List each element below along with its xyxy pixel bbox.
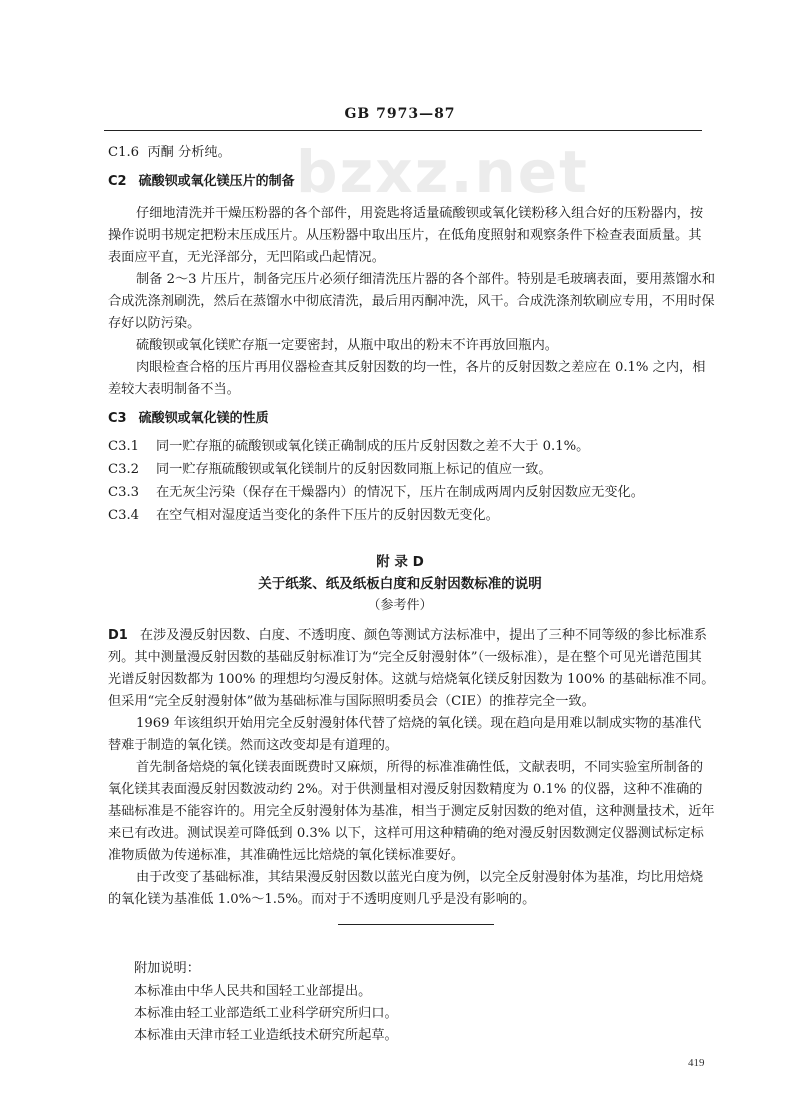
watermark: bzxz.net <box>296 138 589 206</box>
paragraph-line: 光谱反射因数都为 100% 的理想均匀漫反射体。这就与焙烧氧化镁反射因数为 100% 的基础标准不同。 <box>108 672 715 687</box>
paragraph-line: 合成洗涤剂刷洗，然后在蒸馏水中彻底清洗，最后用丙酮冲洗，风干。合成洗涤剂软刷应专用，不用时保 <box>108 294 715 309</box>
paragraph-line: 差较大表明制备不当。 <box>108 382 240 397</box>
section-heading-c3 <box>108 410 688 428</box>
section-divider <box>338 924 494 925</box>
item-text: 在空气相对湿度适当变化的条件下压片的反射因数无变化。 <box>156 508 499 523</box>
item-c3-3 <box>108 484 688 502</box>
paragraph-line: 基础标准是不能容许的。用完全反射漫射体为基准，相当于测定反射因数的绝对值，这种测量技术，近年 <box>108 804 715 819</box>
paragraph-line: 硫酸钡或氧化镁贮存瓶一定要密封，从瓶中取出的粉末不许再放回瓶内。 <box>136 338 558 353</box>
paragraph-line: 来已有改进。测试误差可降低到 0.3% 以下，这样可用这种精确的绝对漫反射因数测定仪器测试标定标 <box>108 826 704 841</box>
paragraph-line: 准物质做为传递标准，其准确性远比焙烧的氧化镁标准要好。 <box>108 848 465 863</box>
paragraph-line: 肉眼检查合格的压片再用仪器检查其反射因数的均一性，各片的反射因数之差应在 0.1% 之内，相 <box>136 360 706 375</box>
appendix-label: 附 录 D <box>376 554 424 570</box>
paragraph-line: 的氧化镁为基准低 1.0%～1.5%。而对于不透明度则几乎是没有影响的。 <box>108 892 536 907</box>
item-number: C1.6 <box>108 145 140 160</box>
paragraph-line: 存好以防污染。 <box>108 316 201 331</box>
item-text: 同一贮存瓶的硫酸钡或氧化镁正确制成的压片反射因数之差不大于 0.1%。 <box>156 439 590 454</box>
item-number: C3.2 <box>108 462 140 477</box>
item-text: 丙酮 分析纯。 <box>147 145 231 160</box>
appendix-subtitle: （参考件） <box>367 598 433 613</box>
paragraph-line: 1969 年该组织开始用完全反射漫射体代替了焙烧的氧化镁。现在趋向是用难以制成实物的基准代 <box>136 716 702 731</box>
paragraph-text: 在涉及漫反射因数、白度、不透明度、颜色等测试方法标准中，提出了三种不同等级的参比标准系 <box>139 628 707 643</box>
paragraph-line-d1 <box>108 627 707 645</box>
item-number: D1 <box>108 628 128 643</box>
item-c3-2 <box>108 461 688 479</box>
paragraph-line: 列。其中测量漫反射因数的基础反射标准订为“完全反射漫射体”（一级标准），是在整个可见光谱范围其 <box>108 650 702 665</box>
notes-line: 本标准由天津市轻工业造纸技术研究所起草。 <box>134 1028 398 1043</box>
section-heading-c2 <box>108 173 688 191</box>
notes-line: 本标准由轻工业部造纸工业科学研究所归口。 <box>134 1006 398 1021</box>
heading-text: 硫酸钡或氧化镁压片的制备 <box>138 174 295 189</box>
heading-text: 硫酸钡或氧化镁的性质 <box>138 411 269 426</box>
item-number: C3.1 <box>108 439 140 454</box>
notes-title: 附加说明： <box>134 961 200 976</box>
heading-number: C2 <box>108 174 127 189</box>
item-text: 在无灰尘污染（保存在干燥器内）的情况下，压片在制成两周内反射因数应无变化。 <box>156 485 644 500</box>
paragraph-line: 首先制备焙烧的氧化镁表面既费时又麻烦，所得的标准准确性低，文献表明，不同实验室所制备的 <box>136 760 704 775</box>
item-c1-6 <box>108 144 688 162</box>
item-number: C3.4 <box>108 508 140 523</box>
paragraph-line: 氧化镁其表面漫反射因数波动约 2%。对于供测量相对漫反射因数精度为 0.1% 的仪器，这种不准确的 <box>108 782 703 797</box>
item-c3-4 <box>108 507 688 525</box>
paragraph-line: 表面应平直，无光泽部分，无凹陷或凸起情况。 <box>108 250 385 265</box>
paragraph-line: 操作说明书规定把粉末压成压片。从压粉器中取出压片，在低角度照射和观察条件下检查表面质量。其 <box>108 228 702 243</box>
item-number: C3.3 <box>108 485 140 500</box>
item-c3-1 <box>108 438 688 456</box>
appendix-title: 关于纸浆、纸及纸板白度和反射因数标准的说明 <box>258 576 542 592</box>
header-rule <box>104 130 702 131</box>
paragraph-line: 制备 2～3 片压片，制备完压片必须仔细清洗压片器的各个部件。特别是毛玻璃表面，要用蒸馏水和 <box>136 272 716 287</box>
page-number: 419 <box>688 1057 705 1069</box>
doc-code-header: GB 7973—87 <box>344 106 456 122</box>
paragraph-line: 替难于制造的氧化镁。然而这改变却是有道理的。 <box>108 738 399 753</box>
item-text: 同一贮存瓶硫酸钡或氧化镁制片的反射因数同瓶上标记的值应一致。 <box>156 462 552 477</box>
heading-number: C3 <box>108 411 127 426</box>
paragraph-line: 仔细地清洗并干燥压粉器的各个部件，用瓷匙将适量硫酸钡或氧化镁粉移入组合好的压粉器内，按 <box>136 206 704 221</box>
paragraph-line: 但采用“完全反射漫射体”做为基础标准与国际照明委员会（CIE）的推荐完全一致。 <box>108 694 595 709</box>
paragraph-line: 由于改变了基础标准，其结果漫反射因数以蓝光白度为例，以完全反射漫射体为基准，均比用焙烧 <box>136 870 704 885</box>
notes-line: 本标准由中华人民共和国轻工业部提出。 <box>134 984 372 999</box>
